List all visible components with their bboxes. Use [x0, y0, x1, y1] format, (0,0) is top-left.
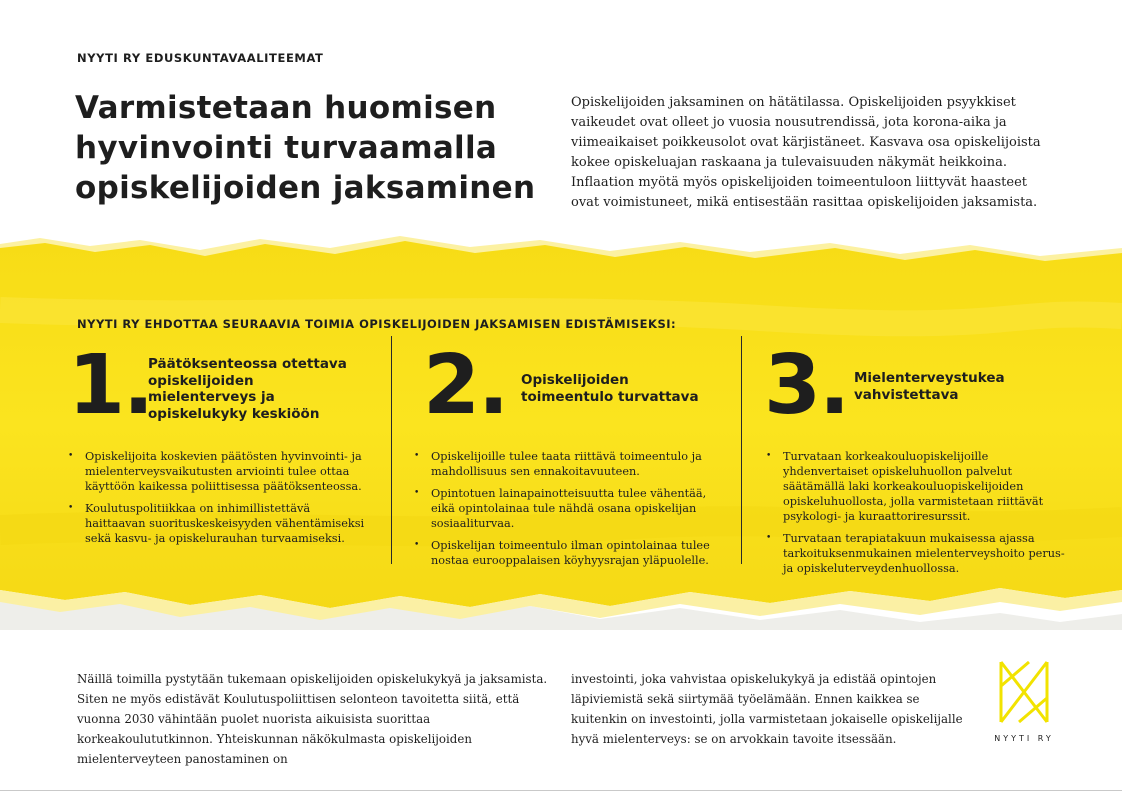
closing-paragraph-right: investointi, joka vahvistaa opiskelukykyä ja edistää opintojen läpiviemistä sekä siirtymää työelämään. Ennen kaikkea se kuitenkin on investointi, jolla varmistetaan jokaiselle opiskelijalle hyvä mielenterveys: se on arvokkain tavoite itsessään. — [571, 672, 963, 746]
proposal-number: 1. — [68, 338, 153, 433]
intro-paragraph: Opiskelijoiden jaksaminen on hätätilassa. Opiskelijoiden psyykkiset vaikeudet ovat olleet jo vuosia nousutrendissä, jota korona-aika ja viimeaikaiset poikkeusolot ovat kärjistäneet. Kasvava osa opiskelijoista kokee opiskeluajan raskaana ja tulevaisuuden näkymät heikkoina. Inflaation myötä myös opiskelijoiden toimeentuloon liittyvät haasteet ovat voimistuneet, mikä entisestään rasittaa opiskelijoiden jaksamista. — [571, 95, 1041, 210]
proposals-heading: NYYTI RY EHDOTTAA SEURAAVIA TOIMIA OPISKELIJOIDEN JAKSAMISEN EDISTÄMISEKSI: — [77, 317, 677, 331]
column-divider — [391, 336, 392, 564]
list-item: • Koulutuspolitiikkaa on inhimillistettävä haittaavan suorituskeskeisyyden vähentämiseksi sekä kasvu- ja opiskelurauhan turvaamiseksi. — [68, 501, 373, 546]
proposal-bullet-list — [766, 449, 1066, 583]
kicker-label: NYYTI RY EDUSKUNTAVAALITEEMAT — [77, 51, 324, 65]
list-item: • Opiskelijan toimeentulo ilman opintolainaa tulee nostaa eurooppalaisen köyhyysrajan yläpuolelle. — [414, 538, 719, 568]
column-divider — [741, 336, 742, 564]
proposal-title: Mielenterveystukea vahvistettava — [854, 370, 1005, 403]
proposal-title: Opiskelijoiden toimeentulo turvattava — [521, 372, 699, 405]
page-title: Varmistetaan huomisen hyvinvointi turvaamalla opiskelijoiden jaksaminen — [75, 90, 536, 206]
list-item: • Turvataan terapiatakuun mukaisessa ajassa tarkoituksenmukainen mielenterveyshoito perus- ja opiskeluterveydenhuollossa. — [766, 531, 1066, 576]
bottom-rule — [0, 790, 1122, 791]
nyyti-logo — [984, 658, 1064, 748]
nyyti-n-logo-icon — [984, 658, 1064, 730]
list-item: • Opintotuen lainapainotteisuutta tulee vähentää, eikä opintolainaa tule nähdä osana opiskelijan sosiaaliturvaa. — [414, 486, 719, 531]
logo-wordmark: NYYTI RY — [994, 734, 1054, 743]
proposal-title: Päätöksenteossa otettava opiskelijoiden mielenterveys ja opiskelukyky keskiöön — [148, 356, 347, 422]
list-item: • Opiskelijoille tulee taata riittävä toimeentulo ja mahdollisuus sen ennakoitavuuteen. — [414, 449, 719, 479]
proposal-bullet-list — [414, 449, 719, 575]
list-item: • Turvataan korkeakouluopiskelijoille yhdenvertaiset opiskeluhuollon palvelut säätämällä laki korkeakouluopiskelijoiden opiskeluhuollosta, jolla varmistetaan riittävät psykologi- ja kuraattoriresurssit. — [766, 449, 1066, 524]
list-item: • Opiskelijoita koskevien päätösten hyvinvointi- ja mielenterveysvaikutusten arviointi tulee ottaa käyttöön kaikessa poliittisessa päätöksenteossa. — [68, 449, 373, 494]
proposal-number: 2. — [423, 338, 508, 433]
closing-paragraph-left: Näillä toimilla pystytään tukemaan opiskelijoiden opiskelukykyä ja jaksamista. Siten ne myös edistävät Koulutuspoliittisen selonteon tavoitetta siitä, että vuonna 2030 vähintään puolet nuorista aikuisista suorittaa korkeakoulututkinnon. Yhteiskunnan näkökulmasta opiskelijoiden mielenterveyteen panostaminen on — [77, 672, 548, 766]
proposal-number: 3. — [764, 338, 849, 433]
proposal-bullet-list — [68, 449, 373, 553]
